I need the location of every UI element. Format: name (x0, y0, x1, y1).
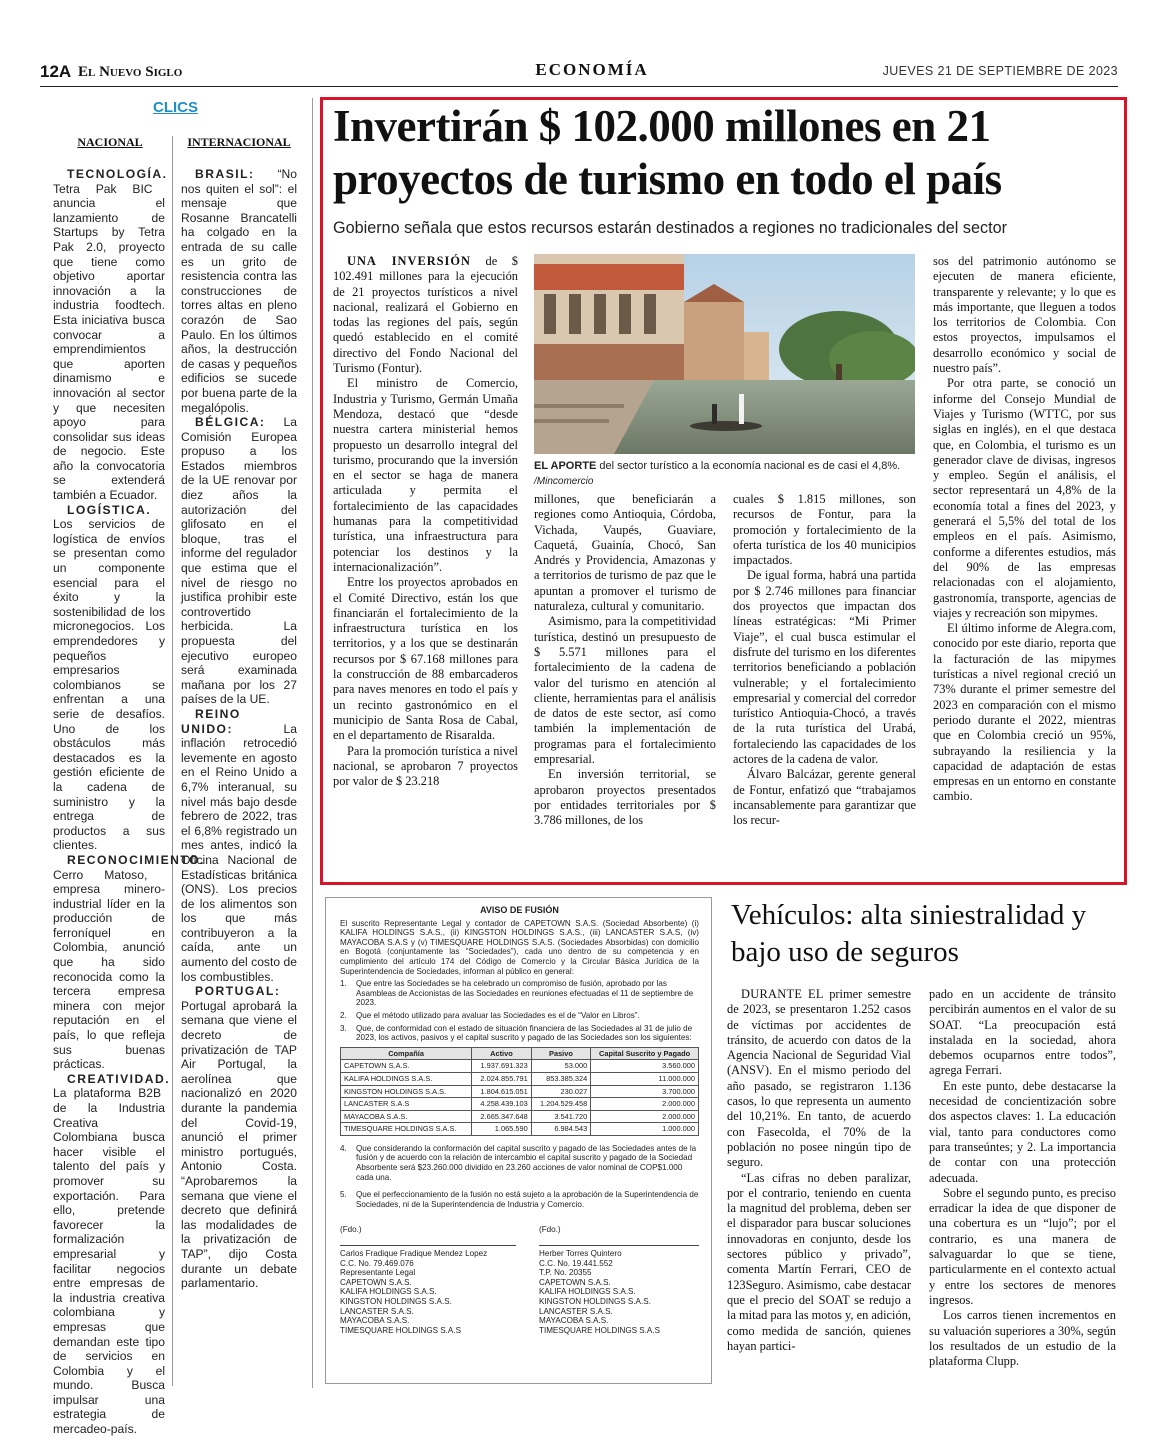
table-header: Activo (472, 1047, 532, 1060)
main-article-column-4 (933, 254, 1116, 805)
brief-belgica: BÉLGICA: La Comisión Europea propuso a los Estados miembros de la UE renovar por diez años la autorización del glifosato en el bloque, tras el informe del regulador que estima que el nivel de riesgo no justifica prohibir este controvertido herbicida. La propuesta del ejecutivo europeo será examinada mañana por los 27 países de la UE. (181, 415, 297, 707)
paragraph: Por otra parte, se conoció un informe del Consejo Mundial de Viajes y Turismo (WTTC, por sus siglas en inglés), en el que destaca que, en Colombia, el turismo es un generador clave de divisas, ingresos y empleo. Según el análisis, el sector representará un 4,8% de la economía total a fines del 2023, y generará el 5,5% del total de los empleos en el país. Asimismo, conforme a diferentes estudios, más del 90% de las empresas relacionadas con el alojamiento, gastronomía, transporte, agencias de viajes y recreación son mipymes. (933, 376, 1116, 620)
brief-portugal: PORTUGAL: Portugal aprobará la semana que viene el decreto de privatización de TAP Air Portugal, la aerolínea que nacionalizó en 2020 durante la pandemia del Covid-19, anunció el primer ministro portugués, Antonio Costa. “Aprobaremos la semana que viene el decreto que definirá las modalidades de la privatización de TAP”, dijo Costa durante un debate parlamentario. (181, 984, 297, 1291)
paragraph: cuales $ 1.815 millones, son recursos de Fontur, para la promoción y fortalecimiento de la oferta turística de los 40 municipios impactados. (733, 492, 916, 568)
table-header: Capital Suscrito y Pagado (591, 1047, 699, 1060)
signature-mark: (Fdo.) (539, 1225, 561, 1235)
main-subheadline: Gobierno señala que estos recursos estarán destinados a regiones no tradicionales del sector (333, 219, 1007, 237)
photo-credit: /Mincomercio (534, 476, 594, 487)
paragraph: Entre los proyectos aprobados en el Comité Directivo, están los que financiarán el fortalecimiento de la infraestructura turística en los territorios, y a los que se destinarán recursos por $ 67.168 millones para la construcción de 88 embarcaderos para naves menores en todo el país y un recinto gastronómico en el municipio de Santa Rosa de Cabal, en el departamento de Risaralda. (333, 575, 518, 743)
paragraph: Álvaro Balcázar, gerente general de Fontur, enfatizó que “trabajamos incansablemente para garantizar que los recur- (733, 767, 916, 828)
paragraph: “Las cifras no deben paralizar, por el contrario, teniendo en cuenta la magnitud del problema, deben ser el disparador para buscar soluciones innovadoras en conjunto, desde los sectores público y privado”, comenta Martín Ferrari, CEO de 123Seguro. Asimismo, cabe destacar que el precio del SOAT se redujo a la mitad para las motos y, en adición, como medida de sanción, quienes hayan partici- (727, 1170, 911, 1353)
vehicles-headline: Vehículos: alta siniestralidad y bajo uso de seguros (731, 899, 1087, 968)
vehicles-lead: DURANTE EL primer semestre de 2023, se presentaron 1.252 casos de víctimas por accidentes de tránsito, de acuerdo con datos de la Agencia Nacional de Seguridad Vial (ANSV). En el mismo periodo del año pasado, se registraron 1.136 casos, lo que representa un aumento del 10,21%. En tanto, de acuerdo con Fasecolda, el 70% de la población no posee ningún tipo de seguro. (727, 987, 911, 1170)
lead-kicker: UNA INVERSIÓN (347, 254, 471, 268)
river-scene-illustration (534, 254, 915, 454)
issue-date: JUEVES 21 DE SEPTIEMBRE DE 2023 (882, 64, 1118, 78)
legal-item: 2. Que el método utilizado para avaluar las Sociedades es el de “Valor en Libros”. (340, 1010, 640, 1020)
brief-reino-unido: REINO UNIDO: La inflación retrocedió levemente en agosto en el Reino Unido a 6,7% interanual, su nivel más bajo desde febrero de 2022, tras el 6,8% registrado un mes antes, indicó la Oficina Nacional de Estadísticas británica (ONS). Los precios de los alimentos son los que más contribuyeron a la caída, ante un aumento del costo de los combustibles. (181, 706, 297, 984)
vehicles-column-2 (929, 987, 1116, 1369)
signature-block (340, 1225, 699, 1335)
paragraph: Sobre el segundo punto, es preciso erradicar la idea de que disponer de una cobertura es un “lujo”; por el contrario, es una manera de salvaguardar lo que se tiene, particularmente en el contexto actual y entre los sectores de menores ingresos. (929, 1185, 1116, 1307)
sidebar-column-nacional (53, 167, 205, 1437)
vehicles-lead-kicker: DURANTE EL (741, 987, 824, 1001)
vehicles-column-1 (727, 987, 911, 1354)
section-name: ECONOMÍA (535, 60, 649, 79)
publication-name: El Nuevo Siglo (78, 64, 183, 80)
paragraph: pado en un accidente de tránsito percibirán aumentos en el valor de su SOAT. “La preocupación está instalada en la sociedad, ahora debemos ocuparnos entre todos”, agrega Ferrari. (929, 987, 1116, 1078)
table-row: LANCASTER S.A.S 4.258.439.103 1.204.529.458 2.000.000 (341, 1098, 699, 1111)
table-row: KINGSTON HOLDINGS S.A.S. 1.804.615.051 230.027 3.700.000 (341, 1085, 699, 1098)
lead-paragraph: UNA INVERSIÓN de $ 102.491 millones para la ejecución de 21 proyectos turísticos a nivel nacional, realizará el Gobierno en todas las regiones del país, según quedó establecido en el comité directivo del Fondo Nacional del Turismo (Fontur). (333, 254, 518, 376)
table-row: KALIFA HOLDINGS S.A.S. 2.024.855.791 853.385.324 11.000.000 (341, 1072, 699, 1085)
sidebar-main-divider (312, 98, 313, 1388)
header-rule (40, 86, 1118, 87)
sidebar-divider (172, 136, 173, 1386)
paragraph: Para la promoción turística a nivel nacional, se aprobaron 7 proyectos por valor de $ 23.218 (333, 743, 518, 789)
legal-notice-intro: El suscrito Representante Legal y contador de CAPETOWN S.A.S. (Sociedad Absorbente) (i) KALIFA HOLDINGS S.A.S., (ii) KINGSTON HOLDINGS S.A.S., (iii) LANCASTER S.A.S, (iv) MAYACOBA S.A.S y (v) TIMESQUARE HOLDINGS S.A.S. (Sociedades Absorbidas) con domicilio en Bogotá (conjuntamente las “Sociedades”), cada uno dentro de su competencia y en cumplimiento del artículo 174 del Código de Comercio y la Circular Básica Jurídica de la Superintendencia de Sociedades, informan al público en general: (340, 918, 699, 976)
legal-item: 3. Que, de conformidad con el estado de situación financiera de las Sociedades al 31 de julio de 2023, los activos, pasivos y el capital suscrito y pagado de las Sociedades son los siguientes: (340, 1023, 693, 1043)
sidebar-heading-nacional: NACIONAL (77, 135, 143, 149)
signature-line: Herber Torres Quintero C.C. No. 19.441.552 T.P. No. 20355 CAPETOWN S.A.S. KALIFA HOLDINGS S.A.S. KINGSTON HOLDINGS S.A.S. LANCASTER S.A.S. MAYACOBA S.A.S. TIMESQUARE HOLDINGS S.A.S (539, 1245, 699, 1335)
signature-mark: (Fdo.) (340, 1225, 362, 1235)
paragraph: sos del patrimonio autónomo se ejecuten de manera eficiente, transparente y relevante; y lo que es más importante, que lleguen a todos los territorios de Colombia. Con estos proyectos, impulsamos el desarrollo económico y social de nuestro país”. (933, 254, 1116, 376)
article-photo (534, 254, 915, 454)
financial-table (340, 1047, 699, 1136)
brief-reconocimiento: RECONOCIMIENTO. Cerro Matoso, empresa minero-industrial líder en la producción de ferroníquel en Colombia, anunció que ha sido reconocida como la tercera empresa minera con mejor reputación en el país, lo que refleja sus buenas prácticas. (53, 852, 205, 1072)
table-row: MAYACOBA S.A.S. 2.665.347.648 3.541.720 2.000.000 (341, 1110, 699, 1123)
main-article-column-2 (534, 492, 716, 829)
brief-logistica: LOGÍSTICA. Los servicios de logística de envíos se presentan como un componente esencial para el éxito y la sostenibilidad de los micronegocios. Los emprendedores y pequeños empresarios colombianos se enfrentan a una serie de desafíos. Uno de los obstáculos más destacados es la gestión eficiente de la cadena de suministro y la entrega de productos a sus clientes. (53, 502, 165, 853)
sidebar-title: CLICS (153, 99, 198, 116)
table-header: Compañía (341, 1047, 472, 1060)
legal-item: 5. Que el perfeccionamiento de la fusión no está sujeto a la aprobación de la Superintendencia de Sociedades, ni de la Superintendencia de Industria y Comercio. (340, 1190, 699, 1209)
paragraph: En inversión territorial, se aprobaron proyectos presentados por entidades territoriales por $ 3.786 millones, de los (534, 767, 716, 828)
paragraph: millones, que beneficiarán a regiones como Antioquia, Córdoba, Vichada, Vaupés, Guaviare, Caquetá, Guainía, Chocó, San Andrés y Providencia, Amazonas y a territorios de turismo de paz que le apuntan a promover el turismo de naturaleza, cultural y comunitario. (534, 492, 716, 614)
paragraph: El ministro de Comercio, Industria y Turismo, Germán Umaña Mendoza, destacó que “desde nuestra cartera ministerial hemos propuesto un desarrollo integral del turismo, procurando que la inversión en el sector se haga de manera articulada y permita el fortalecimiento de las capacidades humanas para la competitividad turística, una infraestructura para potenciar los destinos y la internacionalización”. (333, 376, 518, 574)
paragraph: De igual forma, habrá una partida por $ 2.746 millones para financiar dos proyectos que impactan dos líneas estratégicas: “Mi Primer Viaje”, el cual busca estimular el disfrute del turismo en los diferentes territorios beneficiando a población vulnerable; y el fortalecimiento empresarial y comercial del corredor turístico Antioquia-Chocó, a través de la ruta turística del Urabá, fortaleciendo las capacidades de los actores de la cadena de valor. (733, 568, 916, 767)
table-row: TIMESQUARE HOLDINGS S.A.S. 1.065.590 6.984.543 1.000.000 (341, 1123, 699, 1136)
brief-tecnologia: TECNOLOGÍA. Tetra Pak BIC anuncia el lanzamiento de Startups by Tetra Pak 2.0, proyecto que tiene como objetivo aportar innovación a la industria foodtech. Esta iniciativa busca convocar a emprendimientos que aporten dinamismo e innovación al sector y que necesiten apoyo para consolidar sus ideas de negocio. Este año la convocatoria se extenderá también a Ecuador. (53, 167, 168, 503)
signature-line: Carlos Fradique Fradique Mendez Lopez C.C. No. 79.469.076 Representante Legal CAPETOWN S.A.S. KALIFA HOLDINGS S.A.S. KINGSTON HOLDINGS S.A.S. LANCASTER S.A.S. MAYACOBA S.A.S. TIMESQUARE HOLDINGS S.A.S (340, 1245, 516, 1335)
brief-brasil: BRASIL: “No nos quiten el sol”: el mensaje que Rosanne Brancatelli ha colgado en la entrada de su calle es un grito de resistencia contra las construcciones de torres altas en pleno corazón de Sao Paulo. En los últimos años, la destrucción de casas y pequeños edificios se sucede por buena parte de la megalópolis. (181, 167, 297, 415)
main-article-column-3 (733, 492, 916, 829)
signer-legal-representative (340, 1225, 516, 1335)
paragraph: Los carros tienen incrementos en su valuación superiores a 30%, según los resultados de un estudio de la plataforma Clupp. (929, 1308, 1116, 1369)
page-number: 12A (40, 62, 72, 81)
paragraph: En este punto, debe destacarse la necesidad de concientización sobre dos aspectos claves: 1. La educación vial, tanto para conductores como para transeúntes; y 2. La importancia de contar con una protección adecuada. (929, 1078, 1116, 1185)
legal-item: 4. Que considerando la conformación del capital suscrito y pagado de las Sociedades antes de la fusión y de acuerdo con la relación de intercambio el capital suscrito y pagado de la Sociedad Absorbente será $23.260.000 dividido en 23.260 acciones de valor nominal de COP$1.000 cada una. (340, 1143, 697, 1182)
table-row: CAPETOWN S.A.S. 1.937.691.323 53.000 3.560.000 (341, 1060, 699, 1073)
legal-notice (325, 897, 712, 1384)
photo-caption: EL APORTE del sector turístico a la economía nacional es de casi el 4,8%. /Mincomercio (534, 460, 901, 487)
main-article-column-1 (333, 254, 518, 789)
brief-creatividad: CREATIVIDAD. La plataforma B2B de la Industria Creativa Colombiana busca hacer visible el talento del país y promover su exportación. Para ello, pretende favorecer la formalización empresarial y facilitar negocios entre empresas de la industria creativa colombiana y empresas que demandan este tipo de servicios en Colombia y el mundo. Busca impulsar una estrategia de mercadeo-país. (53, 1071, 171, 1437)
sidebar-heading-internacional: INTERNACIONAL (187, 135, 291, 149)
page-header (40, 62, 1118, 86)
paragraph: Asimismo, para la competitividad turística, destinó un presupuesto de $ 5.571 millones para el fortalecimiento de la cadena de valor del turismo en atención al cliente, herramientas para el análisis de datos de este sector, así como también la implementación de programas para el fortalecimiento empresarial. (534, 614, 716, 767)
sidebar-column-internacional (181, 167, 297, 1291)
paragraph: El último informe de Alegra.com, conocido por este diario, reporta que la facturación de las mipymes turísticas a nivel regional creció un 73% durante el primer semestre del 2023 en comparación con el mismo periodo durante el 2022, mientras que en Colombia creció un 95%, subrayando la resiliencia y la capacidad de adaptación de estas empresas en un entorno en constante cambio. (933, 621, 1116, 804)
photo-caption-kicker: EL APORTE (534, 460, 597, 472)
legal-notice-title: AVISO DE FUSIÓN (480, 905, 559, 915)
signer-accountant (539, 1225, 699, 1335)
table-header: Pasivo (531, 1047, 591, 1060)
legal-item: 1. Que entre las Sociedades se ha celebrado un compromiso de fusión, aprobado por las Asambleas de Accionistas de las Sociedades en reuniones efectuadas el 11 de septiembre de 2023. (340, 979, 694, 1008)
main-headline: Invertirán $ 102.000 millones en 21 proyectos de turismo en todo el país (333, 101, 1002, 204)
